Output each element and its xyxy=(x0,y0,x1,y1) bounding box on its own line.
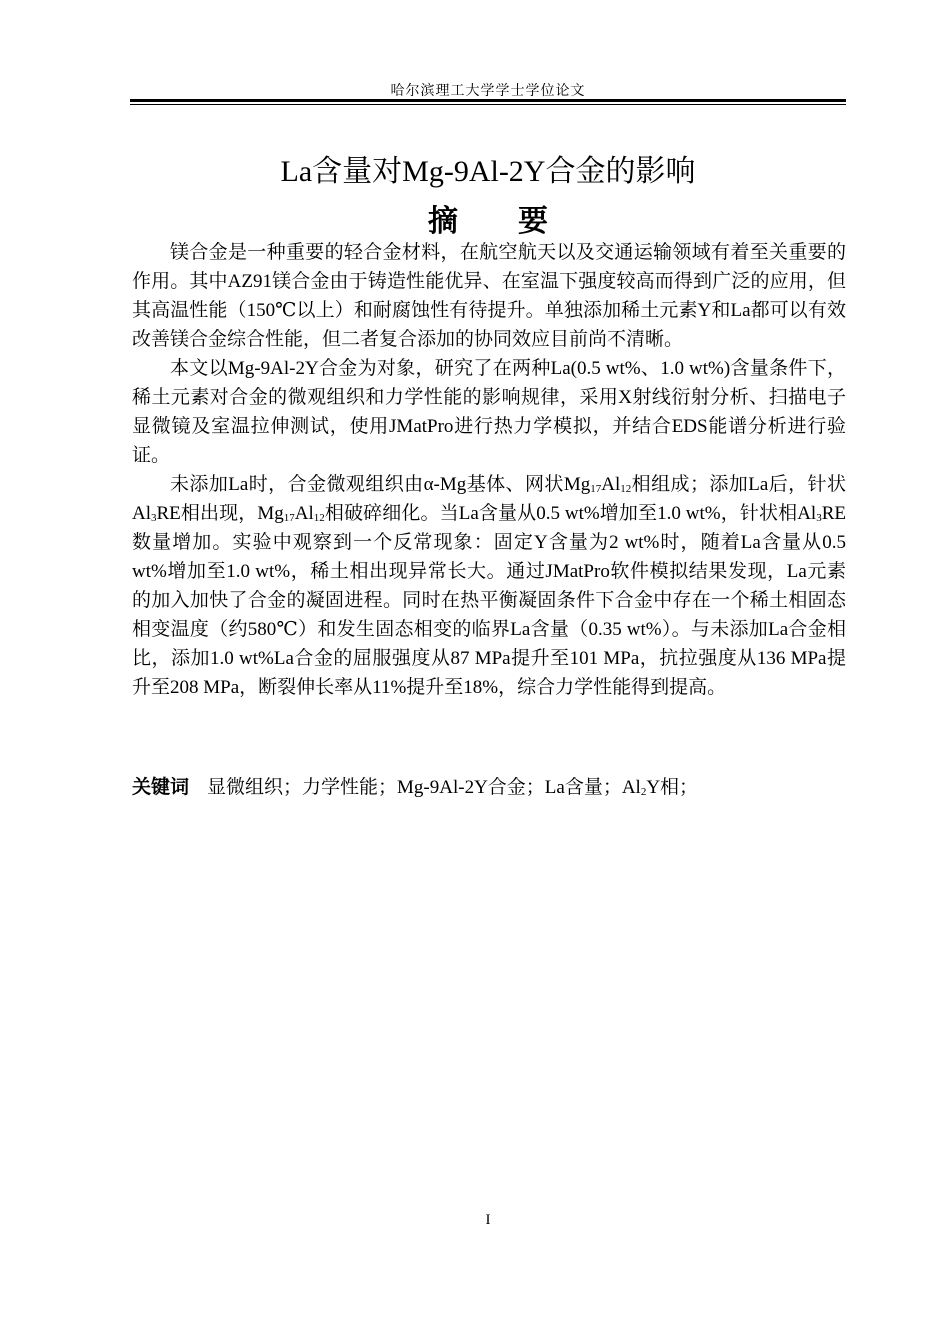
keywords-subscript: 2 xyxy=(640,786,647,798)
p3-subscript-6: 3 xyxy=(816,512,822,524)
p3-text-3: 相组成；添加La后，针状Al xyxy=(132,474,846,524)
abstract-paragraph-3 xyxy=(132,470,846,702)
abstract-heading-char-2: 要 xyxy=(518,204,548,239)
p3-subscript-4: 17 xyxy=(283,512,295,524)
page-number: I xyxy=(485,1212,491,1228)
header-rule-thick xyxy=(130,99,846,102)
p3-subscript-1: 17 xyxy=(590,483,602,495)
p3-text-2: Al xyxy=(601,474,621,495)
abstract-heading xyxy=(130,202,846,242)
keywords-label: 关键词 xyxy=(132,776,190,798)
p3-text-1: 未添加La时，合金微观组织由α-Mg基体、网状Mg xyxy=(170,474,591,495)
abstract-heading-char-1: 摘 xyxy=(428,204,458,239)
abstract-paragraph-1: 镁合金是一种重要的轻合金材料，在航空航天以及交通运输领域有着至关重要的作用。其中AZ91镁合金由于铸造性能优异、在室温下强度较高而得到广泛的应用，但其高温性能（150℃以上）和耐腐蚀性有待提升。单独添加稀土元素Y和La都可以有效改善镁合金综合性能，但二者复合添加的协同效应目前尚不清晰。 xyxy=(132,242,846,350)
p3-subscript-3: 3 xyxy=(151,512,157,524)
p3-text-5: Al xyxy=(294,503,314,524)
keywords-line xyxy=(132,773,846,802)
running-header: 哈尔滨理工大学学士学位论文 xyxy=(390,83,586,99)
header-rule-thin xyxy=(130,104,846,105)
thesis-title: La含量对Mg-9Al-2Y合金的影响 xyxy=(280,155,696,188)
abstract-body xyxy=(132,238,846,702)
p3-text-7: RE数量增加。实验中观察到一个反常现象：固定Y含量为2 wt%时，随着La含量从0.5 wt%增加至1.0 wt%，稀土相出现异常长大。通过JMatPro软件模拟结果发现，La元素的加入加快了合金的凝固进程。同时在热平衡凝固条件下合金中存在一个稀土相固态相变温度（约580℃）和发生固态相变的临界La含量（0.35 wt%）。与未添加La合金相比，添加1.0 wt%La合金的屈服强度从87 MPa提升至101 MPa，抗拉强度从136 MPa提升至208 MPa，断裂伸长率从11%提升至18%，综合力学性能得到提高。 xyxy=(132,503,846,698)
keywords-text-1: 显微组织；力学性能；Mg-9Al-2Y合金；La含量；Al xyxy=(207,777,641,798)
p3-subscript-5: 12 xyxy=(313,512,325,524)
keywords-text-2: Y相； xyxy=(646,777,699,798)
p3-subscript-2: 12 xyxy=(620,483,632,495)
p3-text-4: RE相出现，Mg xyxy=(156,503,284,524)
p3-text-6: 相破碎细化。当La含量从0.5 wt%增加至1.0 wt%，针状相Al xyxy=(324,503,817,524)
abstract-paragraph-2: 本文以Mg-9Al-2Y合金为对象，研究了在两种La(0.5 wt%、1.0 wt%)含量条件下，稀土元素对合金的微观组织和力学性能的影响规律，采用X射线衍射分析、扫描电子显微镜及室温拉伸测试，使用JMatPro进行热力学模拟，并结合EDS能谱分析进行验证。 xyxy=(132,358,846,466)
